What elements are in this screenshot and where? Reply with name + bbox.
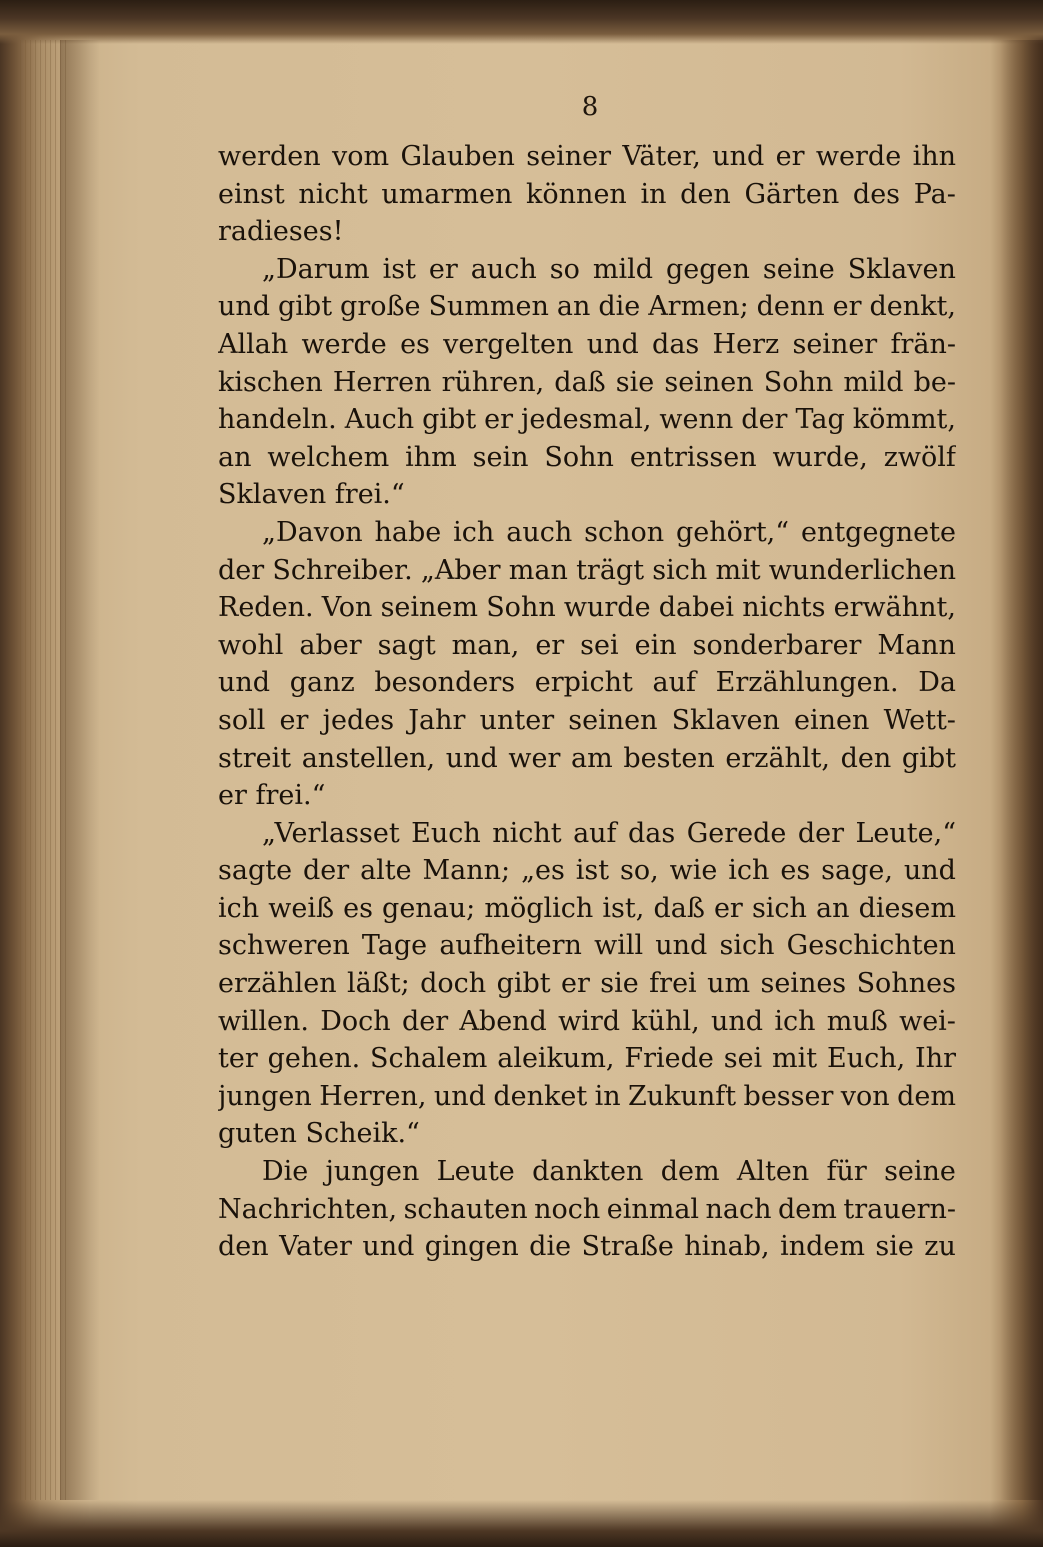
- bottom-page-edge: [0, 1500, 1043, 1547]
- page-number: 8: [581, 92, 599, 122]
- text-line: und gibt große Summen an die Armen; denn er denkt,: [218, 291, 956, 323]
- text-line: ter gehen. Schalem aleikum, Friede sei mit Euch, Ihr: [218, 1043, 956, 1075]
- text-line: sagte der alte Mann; „es ist so, wie ich es sage, und: [218, 855, 956, 887]
- text-line: er frei.“: [218, 780, 326, 812]
- text-line: soll er jedes Jahr unter seinen Sklaven einen Wett-: [218, 704, 956, 736]
- text-line: der Schreiber. „Aber man trägt sich mit wunderlichen: [218, 554, 956, 586]
- text-line: an welchem ihm sein Sohn entrissen wurde, zwölf: [218, 441, 956, 473]
- text-line: Nachrichten, schauten noch einmal nach dem trauern-: [218, 1193, 956, 1225]
- text-line: „Verlasset Euch nicht auf das Gerede der Leute,“: [262, 817, 956, 849]
- text-line: wohl aber sagt man, er sei ein sonderbarer Mann: [218, 629, 956, 661]
- body-text: [218, 138, 956, 1266]
- text-line: schweren Tage aufheitern will und sich Geschichten: [218, 930, 956, 962]
- top-page-edge: [0, 0, 1043, 44]
- gutter-shadow: [60, 40, 100, 1500]
- right-edge-shadow: [1000, 40, 1043, 1500]
- text-line: Allah werde es vergelten und das Herz seiner frän-: [218, 328, 956, 360]
- text-line: „Davon habe ich auch schon gehört,“ entgegnete: [262, 516, 956, 548]
- text-line: erzählen läßt; doch gibt er sie frei um seines Sohnes: [218, 968, 956, 1000]
- text-line: den Vater und gingen die Straße hinab, indem sie zu: [218, 1231, 956, 1263]
- text-line: willen. Doch der Abend wird kühl, und ich muß wei-: [218, 1005, 956, 1037]
- text-line: werden vom Glauben seiner Väter, und er werde ihn: [218, 141, 956, 172]
- text-line: kischen Herren rühren, daß sie seinen Sohn mild be-: [218, 366, 956, 398]
- text-line: streit anstellen, und wer am besten erzählt, den gibt: [218, 742, 956, 774]
- text-line: ich weiß es genau; möglich ist, daß er sich an diesem: [218, 892, 956, 924]
- text-line: jungen Herren, und denket in Zukunft besser von dem: [218, 1080, 956, 1112]
- text-line: Die jungen Leute dankten dem Alten für seine: [262, 1156, 956, 1188]
- text-line: einst nicht umarmen können in den Gärten des Pa-: [218, 178, 956, 210]
- text-line: Sklaven frei.“: [218, 479, 405, 511]
- text-line: Reden. Von seinem Sohn wurde dabei nichts erwähnt,: [218, 592, 956, 624]
- text-line: und ganz besonders erpicht auf Erzählungen. Da: [218, 667, 956, 699]
- text-line: guten Scheik.“: [218, 1118, 420, 1150]
- text-line: handeln. Auch gibt er jedesmal, wenn der Tag kömmt,: [218, 404, 956, 436]
- text-line: radieses!: [218, 216, 344, 248]
- text-line: „Darum ist er auch so mild gegen seine Sklaven: [262, 253, 956, 285]
